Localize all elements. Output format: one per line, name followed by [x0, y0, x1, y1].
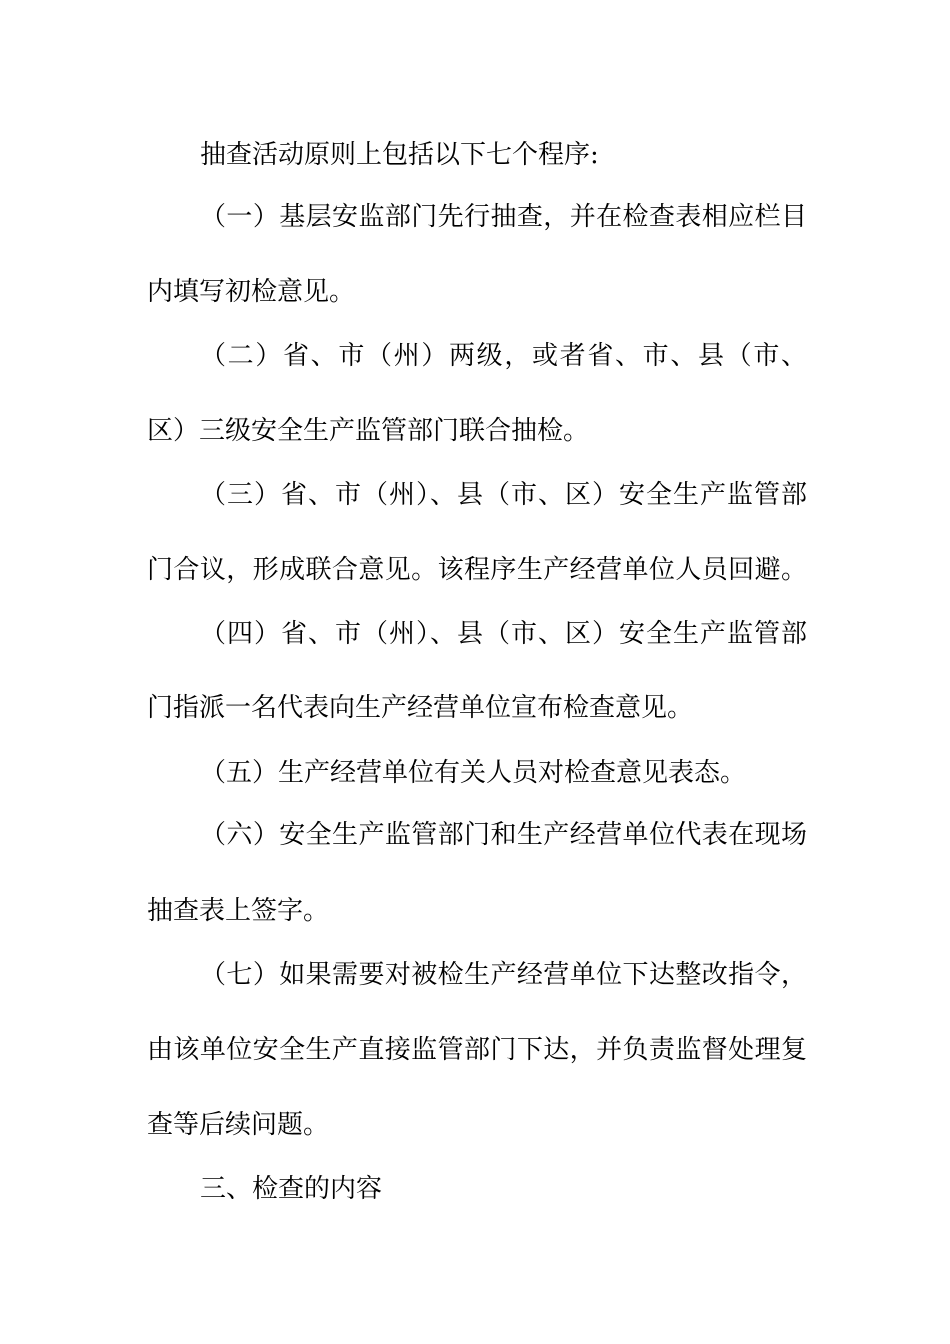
intro-line: 抽查活动原则上包括以下七个程序: — [200, 140, 599, 170]
section-heading: 三、检查的内容 — [200, 1174, 383, 1204]
step-2-line-2: 区）三级安全生产监管部门联合抽检。 — [147, 416, 590, 446]
step-2-line-1: （二）省、市（州）两级，或者省、市、县（市、 — [200, 341, 807, 371]
step-3-line-1: （三）省、市（州）、县（市、区）安全生产监管部 — [200, 480, 807, 510]
step-7-line-2: 由该单位安全生产直接监管部门下达，并负责监督处理复 — [147, 1035, 807, 1065]
step-1-line-2: 内填写初检意见。 — [147, 277, 356, 307]
step-4-line-2: 门指派一名代表向生产经营单位宣布检查意见。 — [147, 693, 694, 723]
step-6-line-2: 抽查表上签字。 — [147, 896, 330, 926]
step-5-line-1: （五）生产经营单位有关人员对检查意见表态。 — [200, 758, 747, 788]
step-7-line-1: （七）如果需要对被检生产经营单位下达整改指令， — [200, 960, 807, 990]
step-3-line-2: 门合议，形成联合意见。该程序生产经营单位人员回避。 — [147, 555, 807, 585]
step-6-line-1: （六）安全生产监管部门和生产经营单位代表在现场 — [200, 820, 807, 850]
step-7-line-3: 查等后续问题。 — [147, 1110, 330, 1140]
step-4-line-1: （四）省、市（州）、县（市、区）安全生产监管部 — [200, 619, 807, 649]
step-1-line-1: （一）基层安监部门先行抽查，并在检查表相应栏目 — [200, 202, 807, 232]
